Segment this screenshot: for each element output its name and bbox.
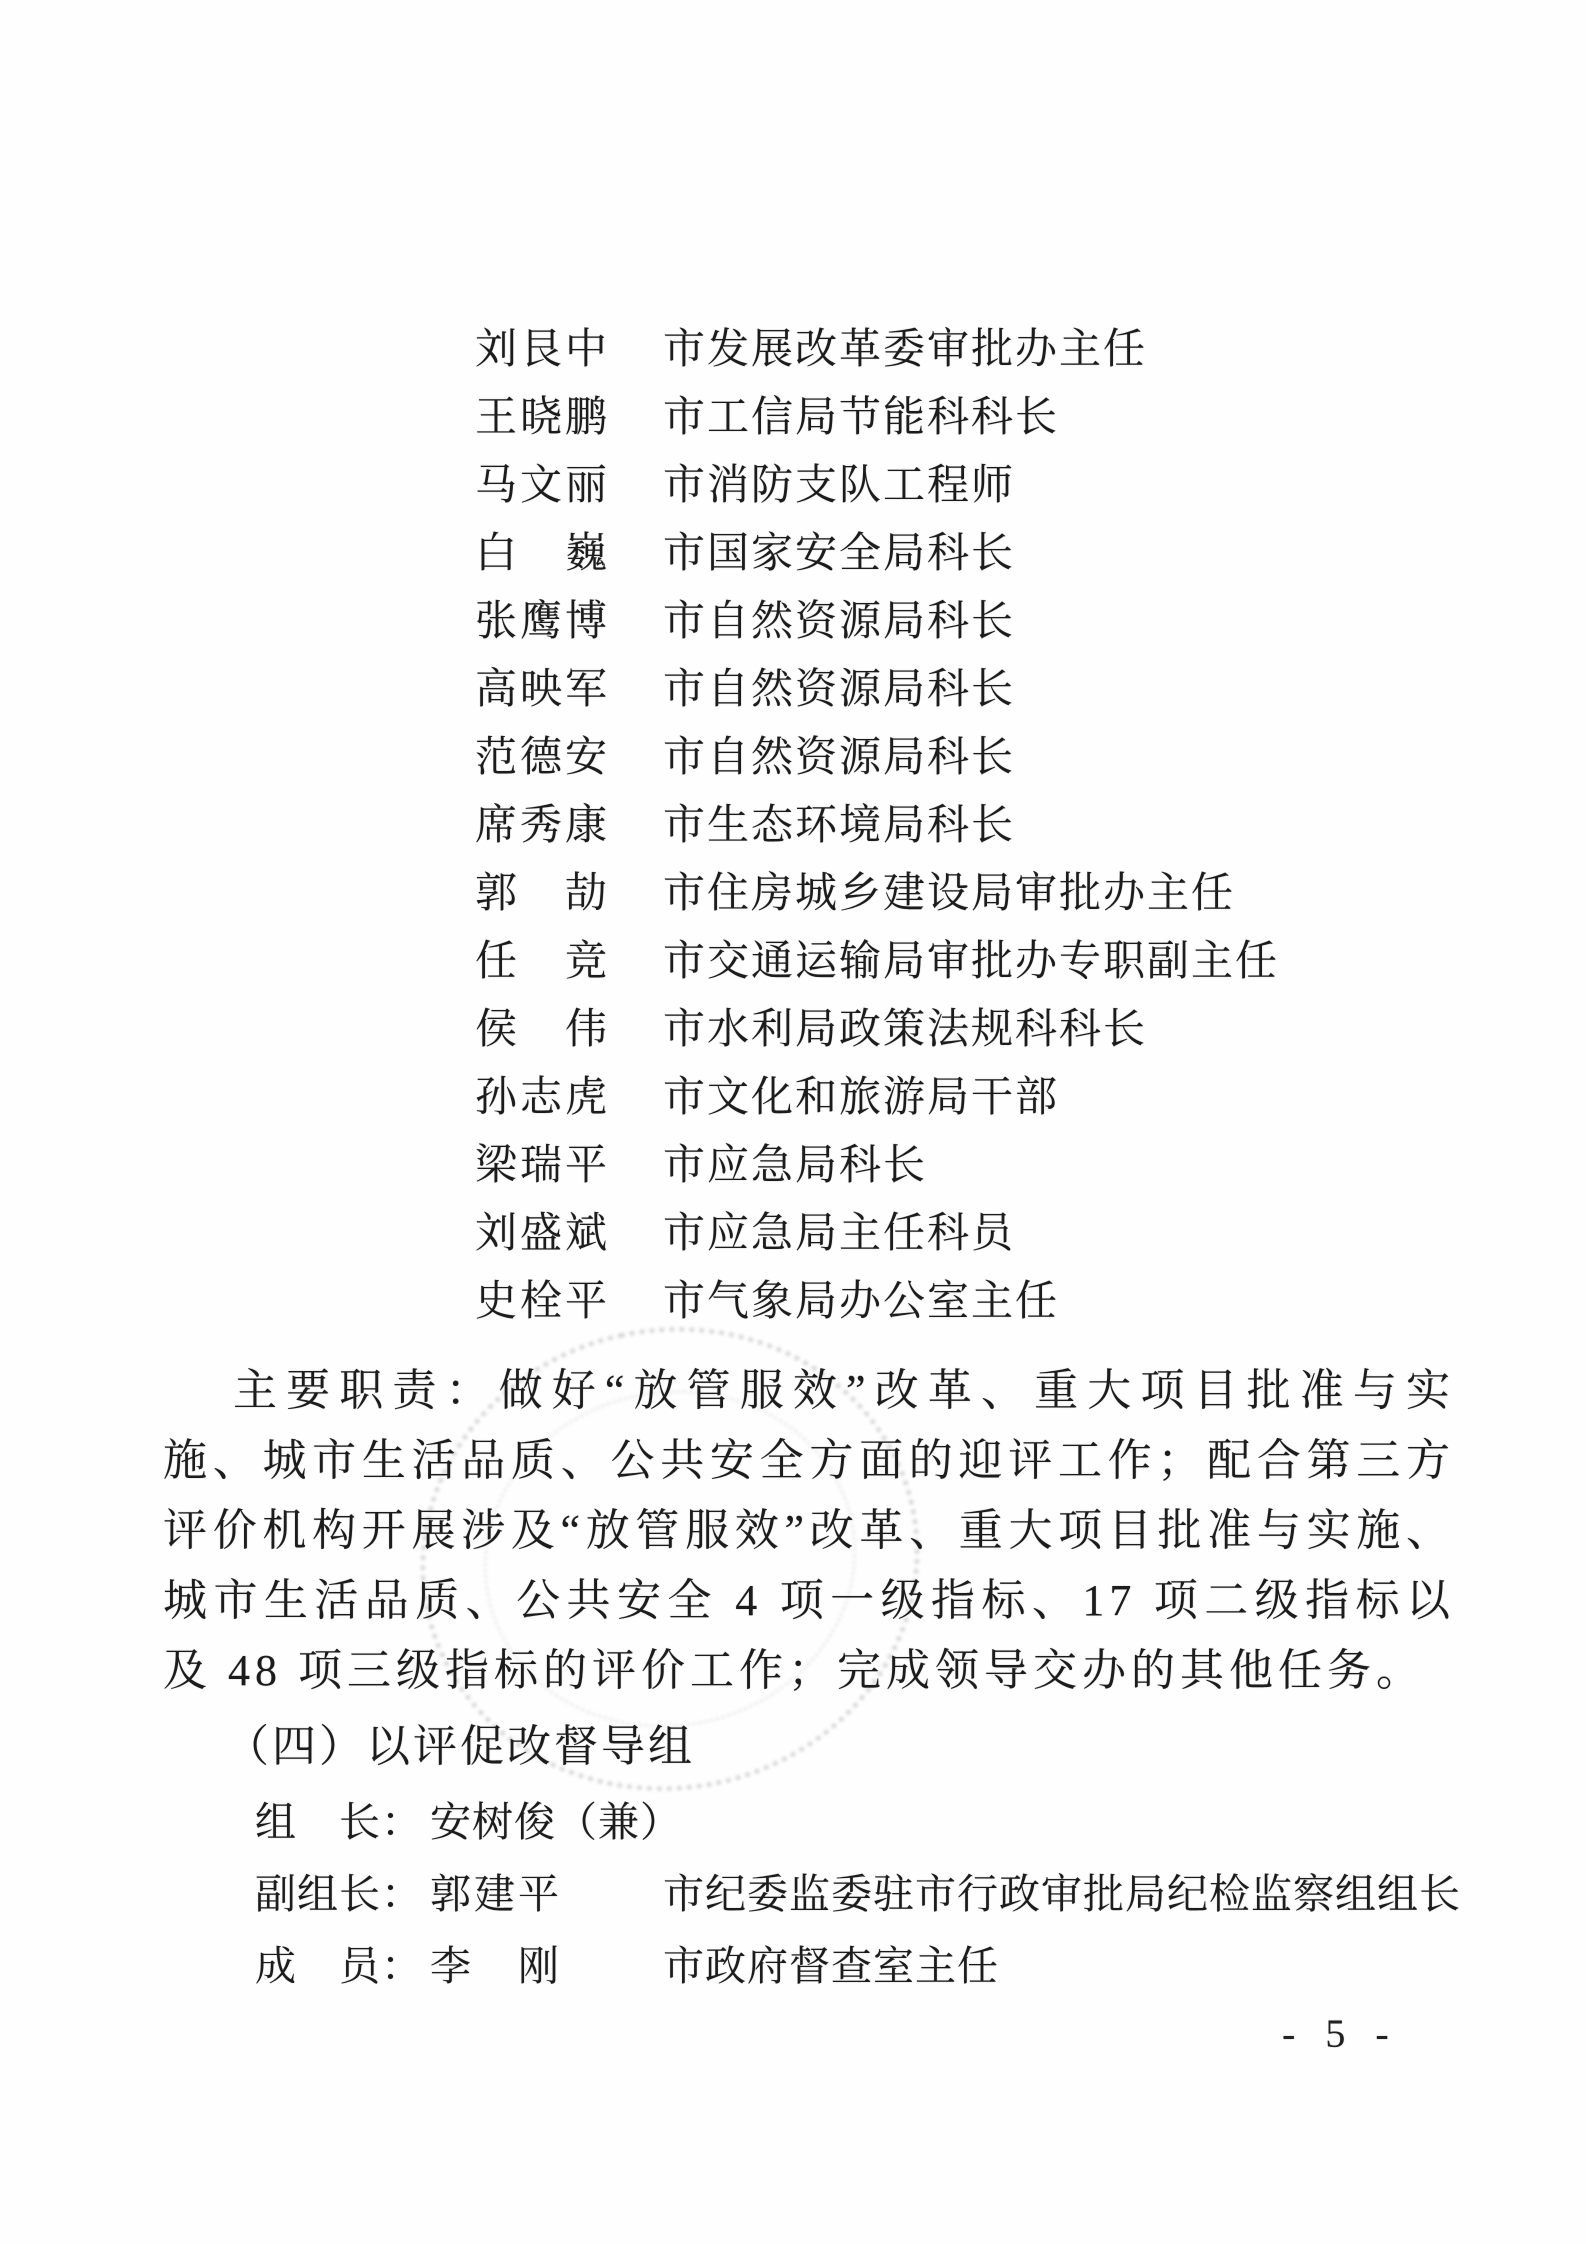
roster-row	[475, 924, 1279, 992]
person-name: 史栓平	[475, 1279, 609, 1325]
roster-row	[475, 516, 1279, 584]
person-name: 马文丽	[475, 463, 609, 509]
person-name: 任 竞	[475, 939, 609, 985]
person-title: 市自然资源局科长	[663, 735, 1016, 781]
person-name: 范德安	[475, 735, 609, 781]
person-name: 白 巍	[475, 531, 609, 577]
group-leader-label: 组 长：	[255, 1798, 423, 1845]
member-title: 市政府督查室主任	[663, 1942, 999, 1989]
person-title: 市工信局节能科科长	[663, 395, 1060, 441]
person-name: 孙志虎	[475, 1075, 609, 1121]
member-label: 成 员：	[255, 1942, 423, 1989]
person-name: 郭 劼	[475, 871, 609, 917]
roster-row	[475, 1264, 1279, 1332]
person-name: 梁瑞平	[475, 1143, 609, 1189]
roster-row	[475, 1196, 1279, 1264]
person-name: 王晓鹏	[475, 395, 609, 441]
roster-row	[475, 788, 1279, 856]
person-name: 侯 伟	[475, 1007, 609, 1053]
person-name: 张鹰博	[475, 599, 609, 645]
person-name: 高映军	[475, 667, 609, 713]
group-leader-line	[255, 1782, 1461, 1854]
person-title: 市发展改革委审批办主任	[663, 327, 1148, 373]
person-name: 席秀康	[475, 803, 609, 849]
roster-row	[475, 448, 1279, 516]
person-name: 刘艮中	[475, 327, 609, 373]
person-title: 市应急局主任科员	[663, 1211, 1016, 1257]
group-lines	[255, 1782, 1461, 1998]
person-title: 市消防支队工程师	[663, 463, 1016, 509]
deputy-leader-title: 市纪委监委驻市行政审批局纪检监察组组长	[663, 1870, 1461, 1917]
roster-row	[475, 720, 1279, 788]
roster-row	[475, 584, 1279, 652]
deputy-leader-name: 郭建平	[430, 1870, 560, 1917]
person-title: 市生态环境局科长	[663, 803, 1016, 849]
person-title: 市自然资源局科长	[663, 667, 1016, 713]
roster-row	[475, 1128, 1279, 1196]
person-title: 市气象局办公室主任	[663, 1279, 1060, 1325]
deputy-leader-line	[255, 1854, 1461, 1926]
roster-row	[475, 992, 1279, 1060]
person-title: 市住房城乡建设局审批办主任	[663, 871, 1236, 917]
duties-paragraph: 主要职责：做好“放管服效”改革、重大项目批准与实施、城市生活品质、公共安全方面的迎评工作；配合第三方评价机构开展涉及“放管服效”改革、重大项目批准与实施、城市生活品质、公共安全 4 项一级指标、17 项二级指标以及 48 项三级指标的评价工作；完成领导交办的其他任务。	[163, 1366, 1455, 1695]
page-number: - 5 -	[1282, 2011, 1399, 2056]
member-name: 李 刚	[430, 1942, 560, 1989]
deputy-leader-label: 副组长：	[255, 1870, 423, 1917]
person-title: 市水利局政策法规科科长	[663, 1007, 1148, 1053]
group-leader-value: 安树俊（兼）	[430, 1798, 682, 1845]
person-title: 市应急局科长	[663, 1143, 928, 1189]
person-title: 市国家安全局科长	[663, 531, 1016, 577]
section-heading: （四）以评促改督导组	[225, 1722, 695, 1771]
member-roster	[475, 312, 1279, 1332]
member-line	[255, 1926, 1461, 1998]
person-title: 市交通运输局审批办专职副主任	[663, 939, 1280, 985]
roster-row	[475, 1060, 1279, 1128]
person-title: 市自然资源局科长	[663, 599, 1016, 645]
person-title: 市文化和旅游局干部	[663, 1075, 1060, 1121]
person-name: 刘盛斌	[475, 1211, 609, 1257]
roster-row	[475, 312, 1279, 380]
roster-row	[475, 856, 1279, 924]
roster-row	[475, 380, 1279, 448]
roster-row	[475, 652, 1279, 720]
